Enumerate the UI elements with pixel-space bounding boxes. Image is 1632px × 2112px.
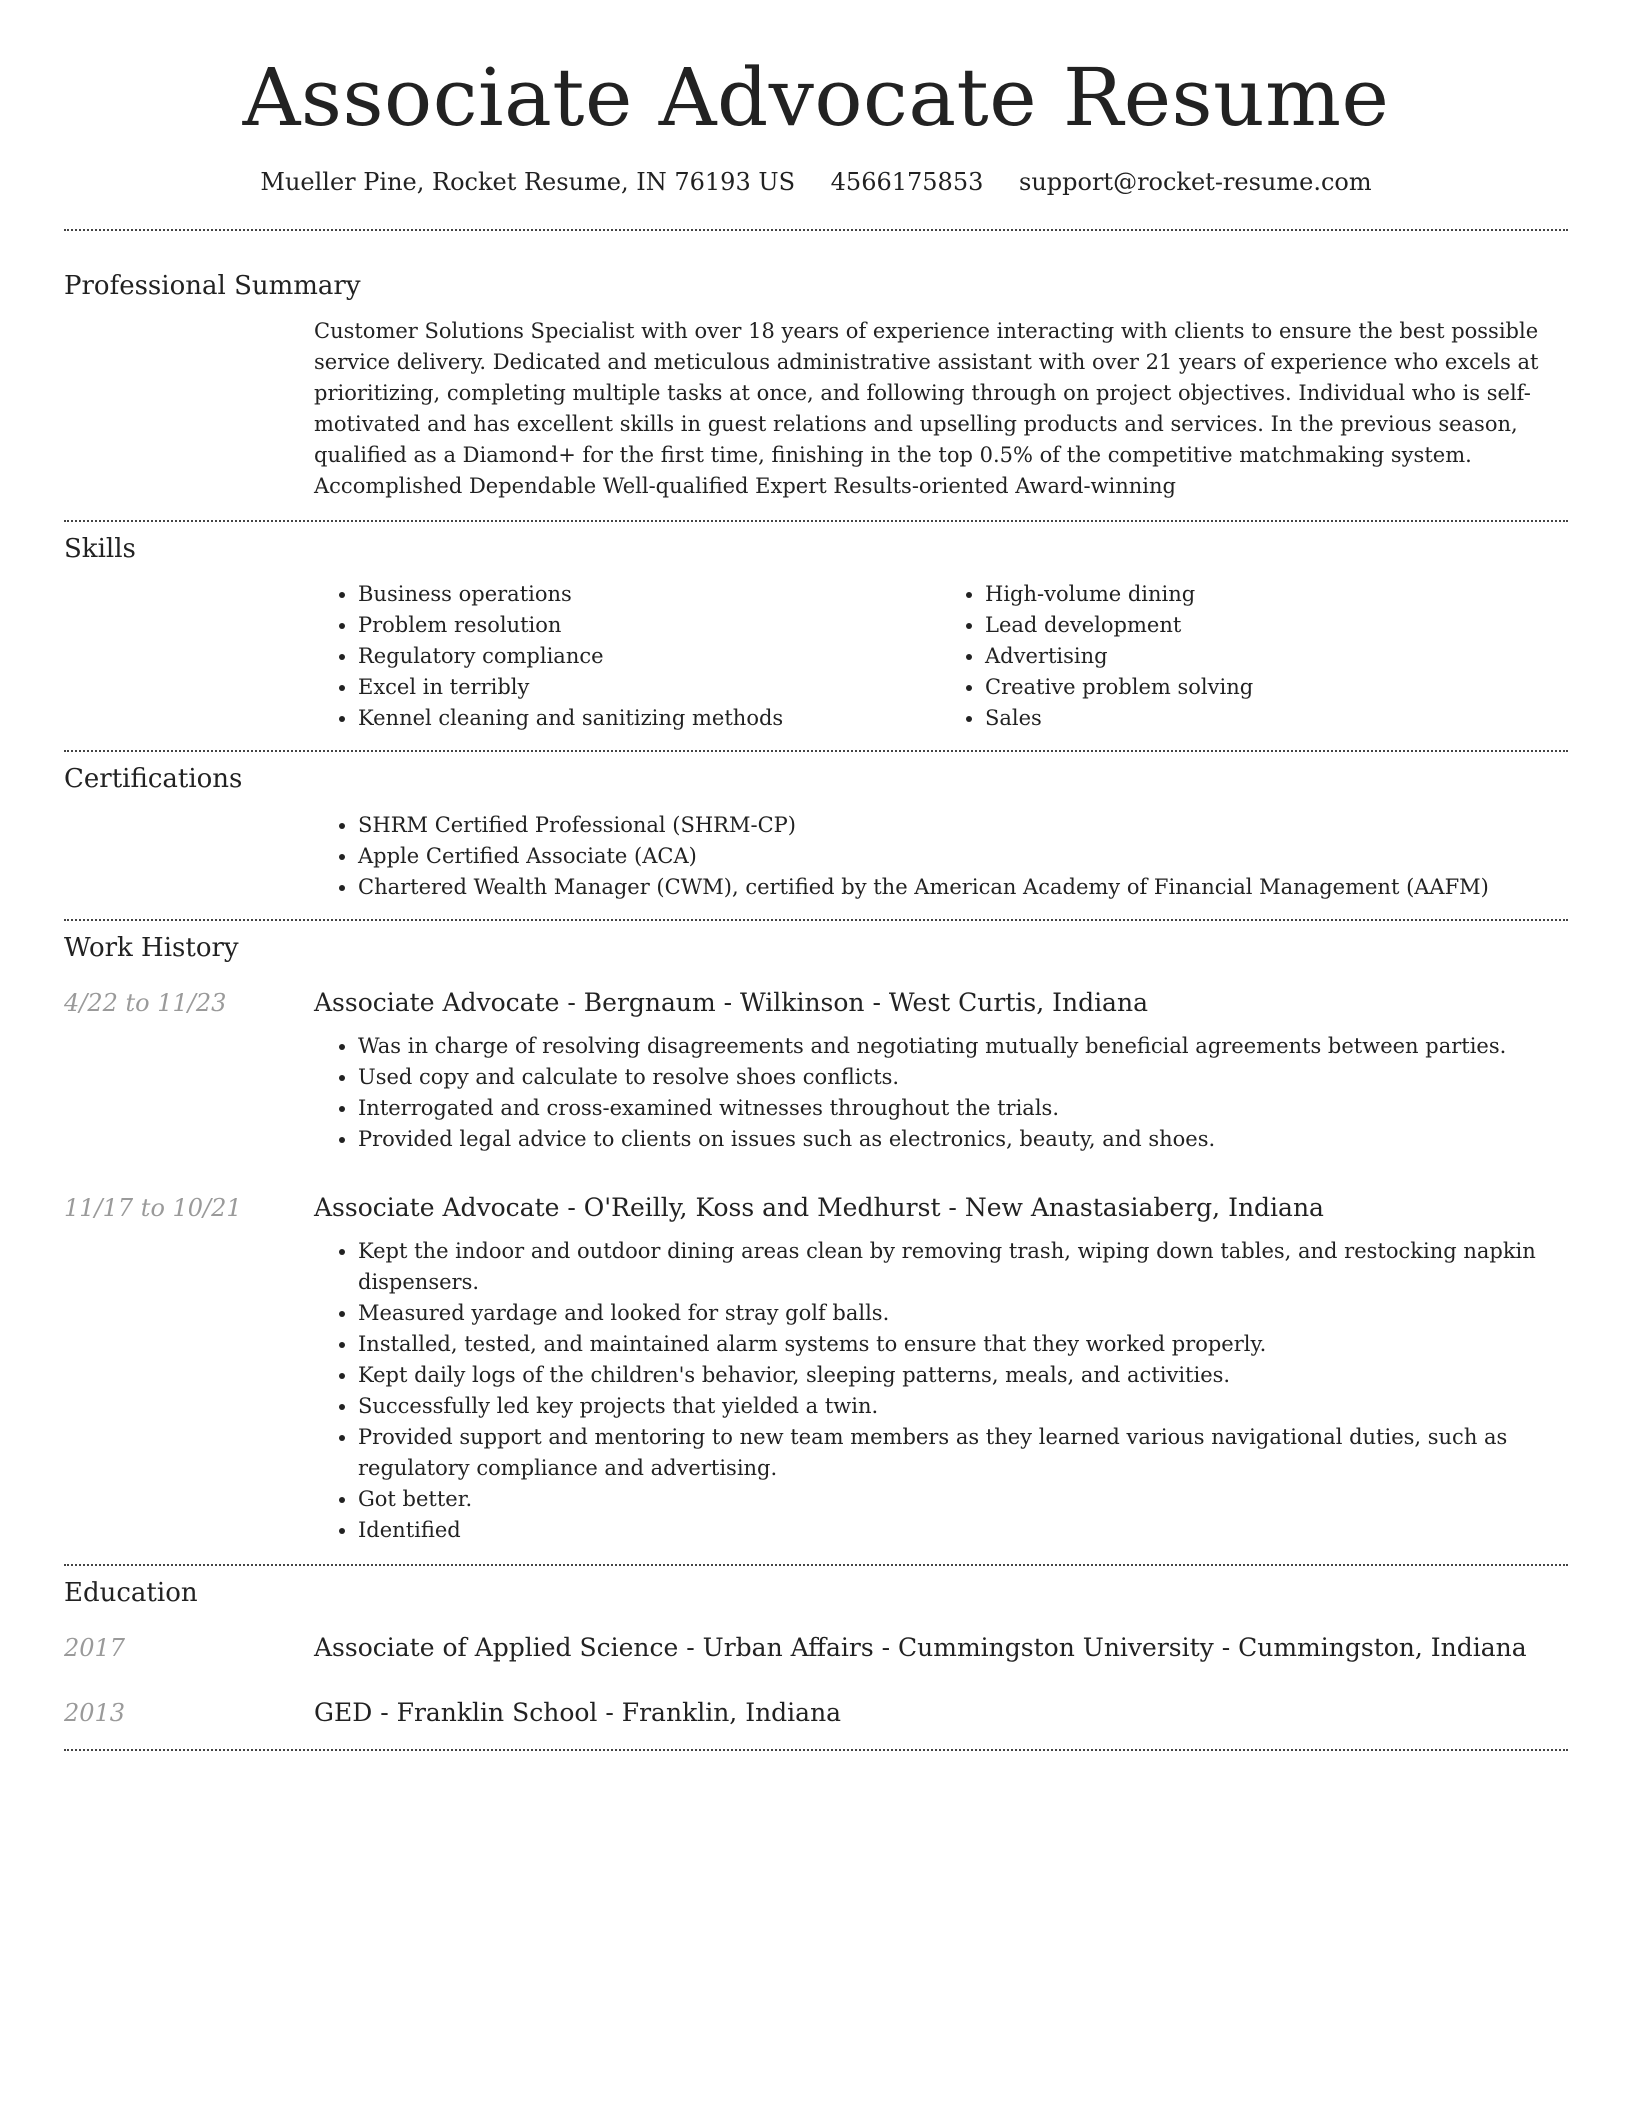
job-bullet: • Interrogated and cross-examined witnesses throughout the trials. — [358, 1093, 1568, 1124]
certifications-list — [314, 810, 1568, 903]
job-bullet: • Identified — [358, 1515, 1568, 1546]
contact-line — [64, 168, 1568, 196]
job-entry — [64, 988, 1568, 1155]
contact-email: support@rocket-resume.com — [1019, 168, 1372, 196]
job-bullet: • Was in charge of resolving disagreements and negotiating mutually beneficial agreements between parties. — [358, 1031, 1568, 1062]
job-bullet: • Used copy and calculate to resolve shoes conflicts. — [358, 1062, 1568, 1093]
skills-columns — [314, 579, 1568, 734]
education-section — [64, 1578, 1568, 1727]
divider — [64, 750, 1568, 752]
job-dates: 11/17 to 10/21 — [64, 1193, 242, 1222]
skills-heading: Skills — [64, 534, 136, 565]
skill-item: • Lead development — [985, 610, 1568, 641]
job-bullet: • Successfully led key projects that yielded a twin. — [358, 1391, 1568, 1422]
divider — [64, 520, 1568, 522]
resume-title: Associate Advocate Resume — [242, 51, 1390, 144]
job-dates: 4/22 to 11/23 — [64, 988, 227, 1017]
skills-list-left — [314, 579, 941, 734]
job-bullet: • Provided legal advice to clients on issues such as electronics, beauty, and shoes. — [358, 1124, 1568, 1155]
contact-phone: 4566175853 — [830, 168, 984, 196]
divider — [64, 1564, 1568, 1566]
education-entry — [64, 1698, 1568, 1727]
job-heading: Associate Advocate - O'Reilly, Koss and Medhurst - New Anastasiaberg, Indiana — [314, 1192, 1324, 1222]
skills-list-right — [941, 579, 1568, 734]
education-heading-line: GED - Franklin School - Franklin, Indiana — [314, 1697, 842, 1727]
job-bullets — [314, 1031, 1568, 1155]
job-bullets — [314, 1236, 1568, 1546]
contact-address: Mueller Pine, Rocket Resume, IN 76193 US — [260, 168, 796, 196]
certification-item: • Chartered Wealth Manager (CWM), certified by the American Academy of Financial Management (AAFM) — [358, 872, 1568, 903]
certifications-heading: Certifications — [64, 764, 243, 795]
skill-item: • Sales — [985, 703, 1568, 734]
skill-item: • Excel in terribly — [358, 672, 941, 703]
job-bullet: • Measured yardage and looked for stray golf balls. — [358, 1298, 1568, 1329]
job-bullet: • Kept daily logs of the children's behavior, sleeping patterns, meals, and activities. — [358, 1360, 1568, 1391]
divider — [64, 919, 1568, 921]
certification-item: • Apple Certified Associate (ACA) — [358, 841, 1568, 872]
education-year: 2013 — [64, 1698, 126, 1727]
divider — [64, 229, 1568, 231]
job-entry — [64, 1193, 1568, 1546]
skill-item: • Advertising — [985, 641, 1568, 672]
work-history-section — [64, 933, 1568, 1546]
job-body — [314, 1031, 1568, 1155]
skill-item: • Regulatory compliance — [358, 641, 941, 672]
job-header — [64, 988, 1568, 1017]
job-header — [64, 1193, 1568, 1222]
job-bullet: • Provided support and mentoring to new team members as they learned various navigational duties, such as regulatory compliance and advertising. — [358, 1422, 1568, 1484]
divider — [64, 1749, 1568, 1751]
education-heading: Education — [64, 1577, 198, 1608]
summary-heading: Professional Summary — [64, 271, 361, 301]
job-bullet: • Installed, tested, and maintained alarm systems to ensure that they worked properly. — [358, 1329, 1568, 1360]
summary-text: Customer Solutions Specialist with over 18 years of experience interacting with clients to ensure the best possible service delivery. Dedicated and meticulous administrative assistant with over 21 years of experience who excels at prioritizing, completing multiple tasks at once, and following through on project objectives. Individual who is self-motivated and has excellent skills in guest relations and upselling products and services. In the previous season, qualified as a Diamond+ for the first time, finishing in the top 0.5% of the competitive matchmaking system. Accomplished Dependable Well-qualified Expert Results-oriented Award-winning — [314, 319, 1539, 499]
job-heading: Associate Advocate - Bergnaum - Wilkinson - West Curtis, Indiana — [314, 987, 1148, 1017]
work-history-heading: Work History — [64, 932, 239, 963]
skill-item: • Kennel cleaning and sanitizing methods — [358, 703, 941, 734]
job-bullet: • Kept the indoor and outdoor dining areas clean by removing trash, wiping down tables, and restocking napkin dispensers. — [358, 1236, 1568, 1298]
summary-section — [64, 271, 1568, 502]
certifications-body — [314, 810, 1568, 903]
skill-item: • High-volume dining — [985, 579, 1568, 610]
skill-item: • Creative problem solving — [985, 672, 1568, 703]
skill-item: • Problem resolution — [358, 610, 941, 641]
certification-item: • SHRM Certified Professional (SHRM-CP) — [358, 810, 1568, 841]
job-bullet: • Got better. — [358, 1484, 1568, 1515]
education-year: 2017 — [64, 1633, 126, 1662]
certifications-section — [64, 764, 1568, 902]
skills-section — [64, 534, 1568, 734]
skill-item: • Business operations — [358, 579, 941, 610]
education-entry — [64, 1633, 1568, 1662]
education-heading-line: Associate of Applied Science - Urban Affairs - Cummingston University - Cummingston, Indiana — [314, 1632, 1527, 1662]
job-body — [314, 1236, 1568, 1546]
